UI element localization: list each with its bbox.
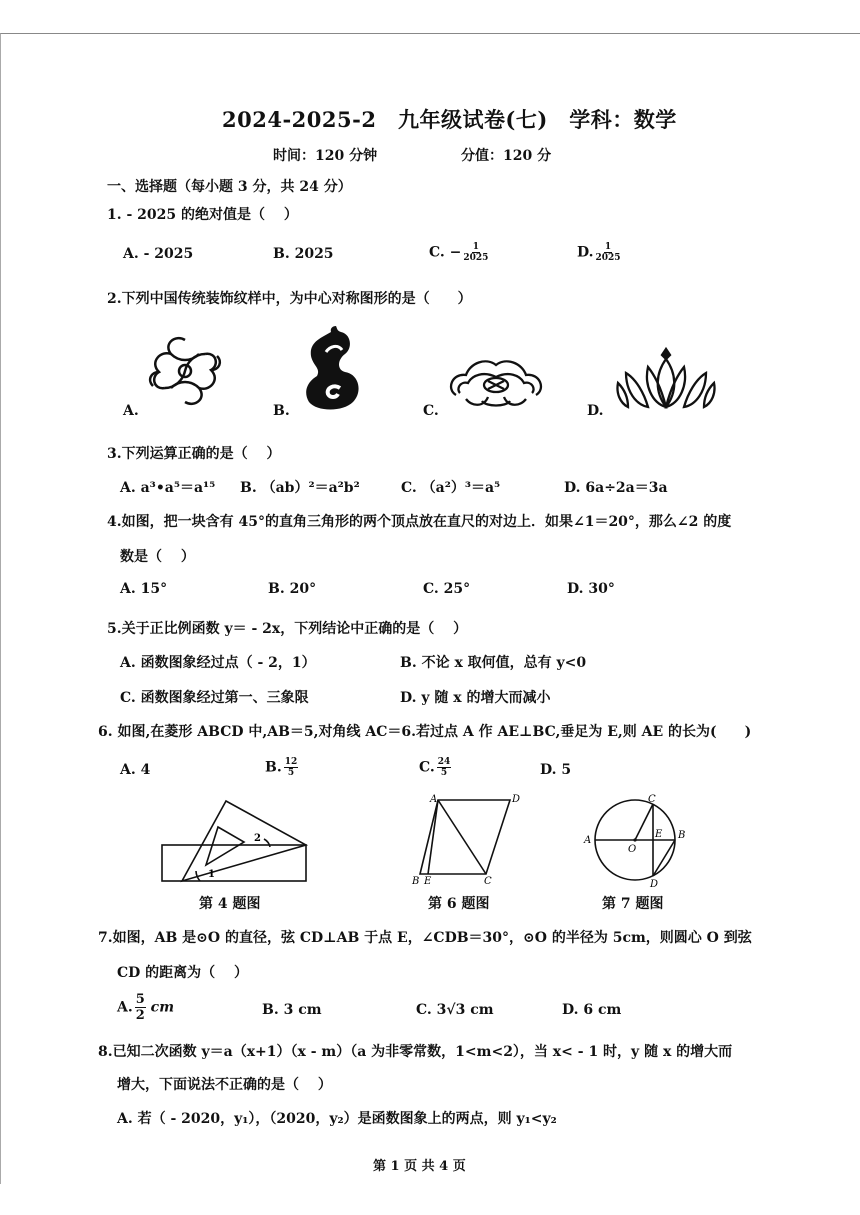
q4-option-c: C. 25° bbox=[423, 581, 471, 597]
figure-7-circle bbox=[582, 794, 692, 889]
q1-option-b: B. 2025 bbox=[273, 246, 334, 262]
q3-stem: 3.下列运算正确的是（ ） bbox=[107, 446, 281, 462]
q3-option-c: C. （a²）³＝a⁵ bbox=[401, 480, 501, 496]
q5-option-c: C. 函数图象经过第一、三象限 bbox=[120, 690, 309, 706]
q7-stem-line2: CD 的距离为（ ） bbox=[117, 965, 249, 981]
q2-option-a: A. bbox=[123, 403, 139, 419]
q3-option-d: D. 6a÷2a＝3a bbox=[564, 480, 668, 496]
pattern-d-figure bbox=[616, 345, 716, 413]
figure-4-caption: 第 4 题图 bbox=[199, 896, 261, 912]
q7-option-b: B. 3 cm bbox=[262, 1002, 322, 1018]
exam-time: 时间：120 分钟 bbox=[273, 148, 378, 164]
fig7-label-o: O bbox=[628, 844, 637, 855]
q4-stem-line2: 数是（ ） bbox=[120, 549, 195, 565]
q6-option-c: C. $\frac{24}{5}$ bbox=[419, 757, 451, 778]
q6-option-a: A. 4 bbox=[120, 762, 151, 778]
fig6-label-e: E bbox=[424, 876, 432, 887]
q4-option-d: D. 30° bbox=[567, 581, 615, 597]
page-footer: 第 1 页 共 4 页 bbox=[373, 1159, 466, 1174]
q5-option-b: B. 不论 x 取何值，总有 y<0 bbox=[400, 655, 587, 671]
q4-stem-line1: 4.如图，把一块含有 45°的直角三角形的两个顶点放在直尺的对边上．如果∠1＝20°，那么∠2 的度 bbox=[107, 514, 732, 530]
q6-option-d: D. 5 bbox=[540, 762, 572, 778]
figure-6-caption: 第 6 题图 bbox=[428, 896, 490, 912]
pattern-c-figure bbox=[446, 355, 546, 410]
q8-stem-line1: 8.已知二次函数 y＝a（x+1）（x - m）（a 为非零常数，1<m<2），当 x< - 1 时，y 随 x 的增大而 bbox=[98, 1044, 733, 1060]
q1-stem: 1. - 2025 的绝对值是（ ） bbox=[107, 207, 298, 223]
q2-stem: 2.下列中国传统装饰纹样中，为中心对称图形的是（ ） bbox=[107, 291, 472, 307]
q2-option-c: C. bbox=[423, 403, 439, 419]
figure-6-rhombus bbox=[412, 792, 522, 887]
fig4-angle2-label: 2 bbox=[254, 833, 261, 844]
fig7-label-a: A bbox=[584, 835, 592, 846]
fig6-label-a: A bbox=[430, 794, 438, 805]
pattern-b-figure bbox=[300, 322, 372, 412]
fig7-label-e: E bbox=[655, 829, 663, 840]
q8-stem-line2: 增大，下面说法不正确的是（ ） bbox=[117, 1077, 332, 1093]
q6-option-b: B. $\frac{12}{5}$ bbox=[265, 757, 298, 778]
figure-7-caption: 第 7 题图 bbox=[602, 896, 664, 912]
q5-option-d: D. y 随 x 的增大而减小 bbox=[400, 690, 551, 706]
q1-option-a: A. - 2025 bbox=[123, 246, 194, 262]
exam-title: 2024-2025-2 九年级试卷(七) 学科：数学 bbox=[222, 107, 677, 132]
fig6-label-d: D bbox=[512, 794, 521, 805]
fig4-angle1-label: 1 bbox=[208, 869, 215, 880]
q1-option-d: D. $\frac{1}{2025}$ bbox=[577, 242, 621, 263]
fig6-label-b: B bbox=[412, 876, 420, 887]
q6-stem: 6. 如图,在菱形 ABCD 中,AB＝5,对角线 AC＝6.若过点 A 作 AE⊥BC,垂足为 E,则 AE 的长为( ) bbox=[98, 724, 752, 740]
q7-stem-line1: 7.如图，AB 是⊙O 的直径，弦 CD⊥AB 于点 E，∠CDB＝30°，⊙O 的半径为 5cm，则圆心 O 到弦 bbox=[98, 930, 752, 946]
pattern-a-figure bbox=[146, 330, 224, 412]
q2-option-d: D. bbox=[587, 403, 604, 419]
section-heading: 一、选择题（每小题 3 分，共 24 分） bbox=[107, 179, 352, 195]
q3-option-b: B. （ab）²＝a²b² bbox=[240, 480, 360, 496]
q5-stem: 5.关于正比例函数 y＝ - 2x，下列结论中正确的是（ ） bbox=[107, 621, 468, 637]
q1-option-c: C. − $\frac{1}{2025}$ bbox=[429, 242, 489, 263]
fig7-label-b: B bbox=[678, 830, 686, 841]
q4-option-a: A. 15° bbox=[120, 581, 168, 597]
q4-option-b: B. 20° bbox=[268, 581, 317, 597]
q7-option-d: D. 6 cm bbox=[562, 1002, 622, 1018]
fig7-label-d: D bbox=[650, 879, 659, 890]
fig7-label-c: C bbox=[648, 794, 656, 805]
q5-option-a: A. 函数图象经过点（ - 2，1） bbox=[120, 655, 316, 671]
q3-option-a: A. a³•a⁵＝a¹⁵ bbox=[120, 480, 216, 496]
q2-option-b: B. bbox=[273, 403, 290, 419]
figure-4-ruler-triangle bbox=[160, 797, 310, 887]
q8-option-a: A. 若（ - 2020，y₁），（2020，y₂）是函数图象上的两点，则 y₁<y₂ bbox=[117, 1111, 557, 1127]
q7-option-a: A. $\frac{5}{2}$ cm bbox=[117, 992, 175, 1023]
q7-option-c: C. 3√3 cm bbox=[416, 1002, 494, 1018]
exam-score: 分值：120 分 bbox=[461, 148, 552, 164]
fig6-label-c: C bbox=[484, 876, 492, 887]
